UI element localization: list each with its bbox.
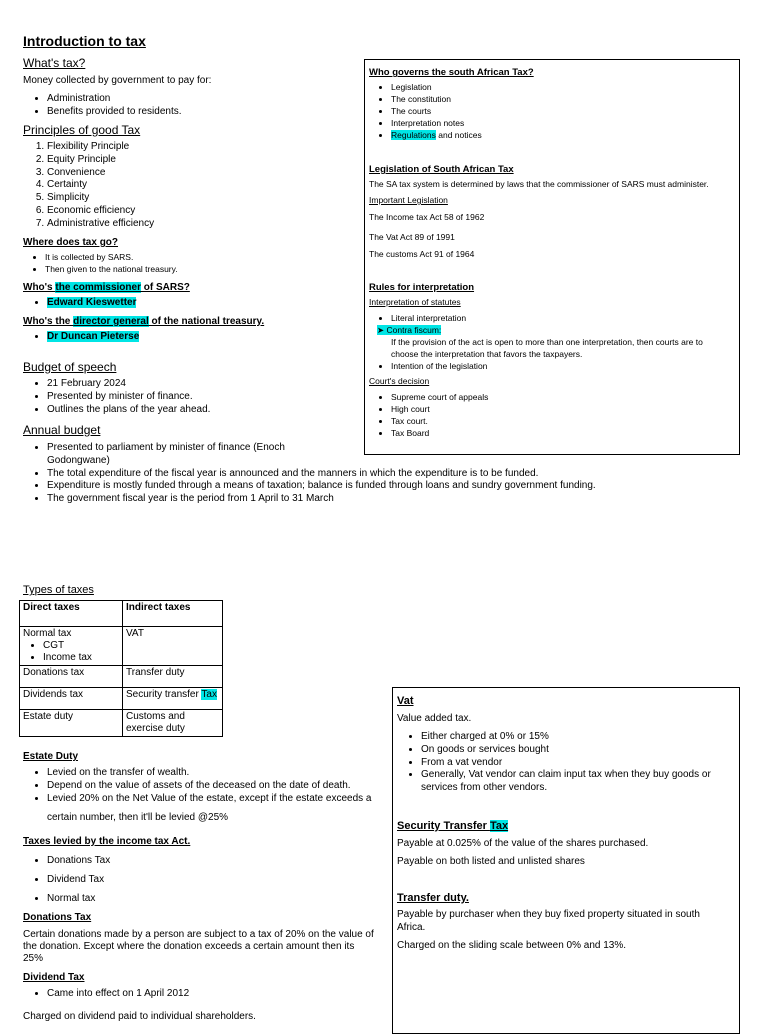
list-item: • Expenditure is mostly funded through a means of taxation; balance is funded through loans and sundry government funding.: [47, 480, 596, 493]
security-highlight: Tax: [201, 689, 217, 700]
act-customs: The customs Act 91 of 1964: [369, 249, 475, 259]
table-cell: Dividends tax: [20, 688, 123, 710]
table-cell: Estate duty: [20, 710, 123, 737]
list-item: • Supreme court of appeals: [391, 391, 488, 403]
list-item: • Came into effect on 1 April 2012: [47, 988, 189, 1001]
normal-tax: Normal tax: [23, 628, 72, 639]
where-tax-list: [23, 251, 178, 275]
vat-item4-line1: Generally, Vat vendor can claim input tax when they buy goods or: [421, 769, 711, 781]
list-item: • CGT: [43, 640, 119, 652]
annual-budget-heading: Annual budget: [23, 423, 101, 437]
security-transfer-highlight: Tax: [489, 820, 509, 832]
table-cell: VAT: [123, 627, 223, 666]
table-cell: [123, 710, 223, 737]
list-item: 5. Simplicity: [47, 192, 154, 205]
transfer-duty-text2: Charged on the sliding scale between 0% and 13%.: [397, 940, 627, 951]
budget-speech-heading: Budget of speech: [23, 360, 117, 374]
commissioner-question: [23, 282, 190, 294]
list-item: 3. Convenience: [47, 167, 154, 180]
list-item: • It is collected by SARS.: [45, 251, 178, 263]
list-item: • The courts: [391, 105, 482, 117]
whats-tax-intro: Money collected by government to pay for:: [23, 75, 212, 86]
where-tax-heading: Where does tax go?: [23, 237, 119, 248]
transfer-duty-line1: Payable by purchaser when they buy fixed property situated in south: [397, 909, 700, 920]
list-item: • Outlines the plans of the year ahead.: [47, 404, 210, 417]
annual-budget-item1-line1: Presented to parliament by minister of finance (Enoch: [47, 442, 285, 453]
table-header-direct: Direct taxes: [20, 601, 123, 627]
list-item: 6. Economic efficiency: [47, 205, 154, 218]
list-item: [47, 331, 139, 344]
list-item: [391, 336, 703, 360]
transfer-duty-line2: Africa.: [397, 922, 426, 933]
list-item: • Presented by minister of finance.: [47, 391, 210, 404]
security-transfer-heading: [397, 820, 508, 832]
list-item: • Depend on the value of assets of the deceased on the date of death.: [47, 780, 371, 793]
governs-heading: Who governs the south African Tax?: [369, 67, 534, 78]
vat-intro: Value added tax.: [397, 713, 472, 724]
security-transfer-text2: Payable on both listed and unlisted shares: [397, 856, 585, 867]
commissioner-answer-list: [23, 297, 136, 310]
table-row: [20, 710, 223, 737]
security-transfer-text1: Payable at 0.025% of the value of the shares purchased.: [397, 838, 649, 849]
security-transfer-pre: Security Transfer: [397, 820, 490, 832]
list-item: • Literal interpretation: [391, 312, 703, 324]
donations-line1: Certain donations made by a person are subject to a tax of 20% on the value of: [23, 929, 374, 940]
list-item: • Intention of the legislation: [391, 360, 703, 372]
commissioner-pre: Who's: [23, 282, 56, 293]
commissioner-answer: Edward Kieswetter: [47, 297, 137, 308]
contra-line2: choose the interpretation that favors the taxpayers.: [391, 349, 583, 359]
list-item: [47, 297, 136, 310]
budget-speech-list: [23, 378, 210, 416]
legislation-text: The SA tax system is determined by laws that the commissioner of SARS must administer.: [369, 179, 709, 189]
governs-list: [369, 81, 482, 141]
important-legislation-heading: Important Legislation: [369, 195, 448, 205]
list-item: • 21 February 2024: [47, 378, 210, 391]
rules-heading: Rules for interpretation: [369, 282, 475, 293]
list-item: • Tax court.: [391, 415, 488, 427]
estate-duty-list: [23, 767, 371, 805]
principles-list: [23, 141, 154, 231]
list-item: 1. Flexibility Principle: [47, 141, 154, 154]
list-item: • Income tax: [43, 652, 119, 664]
whats-tax-list: [23, 93, 182, 119]
director-highlight: director general: [73, 316, 149, 327]
director-question: [23, 316, 264, 328]
contra-fiscum-label: Contra fiscum:: [386, 325, 442, 335]
table-cell: [123, 688, 223, 710]
table-row: [20, 601, 223, 627]
list-item: [377, 324, 703, 336]
list-item: • Administration: [47, 93, 182, 106]
rules-list: [369, 312, 703, 372]
act-income-tax: The Income tax Act 58 of 1962: [369, 212, 485, 222]
court-decision-heading: Court's decision: [369, 376, 430, 386]
table-row: [20, 666, 223, 688]
list-item: 7. Administrative efficiency: [47, 218, 154, 231]
donations-line3: 25%: [23, 953, 44, 964]
dividend-list: [23, 988, 189, 1001]
list-item: • Levied 20% on the Net Value of the estate, except if the estate exceeds a: [47, 793, 371, 806]
donations-heading: Donations Tax: [23, 912, 92, 923]
whats-tax-heading: What's tax?: [23, 56, 86, 70]
vat-list: [397, 731, 711, 795]
courts-list: [369, 391, 488, 439]
commissioner-post: of SARS?: [140, 282, 190, 293]
table-cell: Donations tax: [20, 666, 123, 688]
contra-line1: If the provision of the act is open to more than one interpretation, then courts are to: [391, 337, 703, 347]
customs-line1: Customs and: [126, 711, 185, 722]
regulations-highlight: Regulations: [391, 130, 436, 140]
income-act-list: [23, 851, 110, 908]
contra-fiscum: ➤ Contra fiscum:: [377, 325, 442, 335]
security-pre: Security transfer: [126, 689, 202, 700]
commissioner-highlight: the commissioner: [55, 282, 141, 293]
types-table: [19, 600, 223, 737]
annual-budget-item1-line2: Godongwane): [47, 454, 110, 466]
table-cell: Transfer duty: [123, 666, 223, 688]
list-item: • The total expenditure of the fiscal year is announced and the manners in which the expenditure is to be funded.: [47, 468, 596, 481]
act-vat: The Vat Act 89 of 1991: [369, 232, 455, 242]
table-row: [20, 688, 223, 710]
dividend-text: Charged on dividend paid to individual shareholders.: [23, 1011, 256, 1022]
list-item: • Legislation: [391, 81, 482, 93]
principles-heading: Principles of good Tax: [23, 123, 141, 137]
director-pre: Who's the: [23, 316, 74, 327]
regulations-rest: and notices: [435, 130, 482, 140]
legislation-heading: Legislation of South African Tax: [369, 164, 514, 175]
customs-line2: exercise duty: [126, 723, 185, 734]
list-item: 4. Certainty: [47, 179, 154, 192]
list-item: • Dividend Tax: [47, 870, 110, 889]
list-item: • Benefits provided to residents.: [47, 106, 182, 119]
list-item: • Then given to the national treasury.: [45, 263, 178, 275]
list-item: • On goods or services bought: [421, 744, 711, 757]
statutes-heading: Interpretation of statutes: [369, 297, 461, 307]
director-post: of the national treasury.: [148, 316, 265, 327]
vat-heading: Vat: [397, 695, 414, 707]
table-cell: [20, 627, 123, 666]
donations-line2: the donation. Except where the donation exceeds a certain amount then its: [23, 941, 355, 952]
table-row: [20, 627, 223, 666]
list-item: [391, 129, 482, 141]
list-item: • From a vat vendor: [421, 757, 711, 770]
list-item: • The constitution: [391, 93, 482, 105]
director-answer-list: [23, 331, 139, 344]
types-heading: Types of taxes: [23, 584, 94, 596]
page-title: Introduction to tax: [23, 33, 146, 49]
list-item: • Donations Tax: [47, 851, 110, 870]
list-item: 2. Equity Principle: [47, 154, 154, 167]
estate-duty-heading: Estate Duty: [23, 751, 79, 762]
list-item: • Interpretation notes: [391, 117, 482, 129]
vat-item4-line2: services from other vendors.: [421, 782, 548, 794]
dividend-heading: Dividend Tax: [23, 972, 85, 983]
list-item: • High court: [391, 403, 488, 415]
list-item: • Levied on the transfer of wealth.: [47, 767, 371, 780]
income-act-heading: Taxes levied by the income tax Act.: [23, 836, 191, 847]
list-item: • Either charged at 0% or 15%: [421, 731, 711, 744]
list-item: • The government fiscal year is the period from 1 April to 31 March: [47, 493, 596, 506]
table-header-indirect: Indirect taxes: [123, 601, 223, 627]
director-answer: Dr Duncan Pieterse: [47, 331, 140, 342]
transfer-duty-heading: Transfer duty.: [397, 892, 469, 904]
estate-duty-continued: certain number, then it'll be levied @25%: [47, 812, 229, 823]
list-item: • Tax Board: [391, 427, 488, 439]
list-item: • Normal tax: [47, 889, 110, 908]
list-item: [421, 769, 711, 795]
